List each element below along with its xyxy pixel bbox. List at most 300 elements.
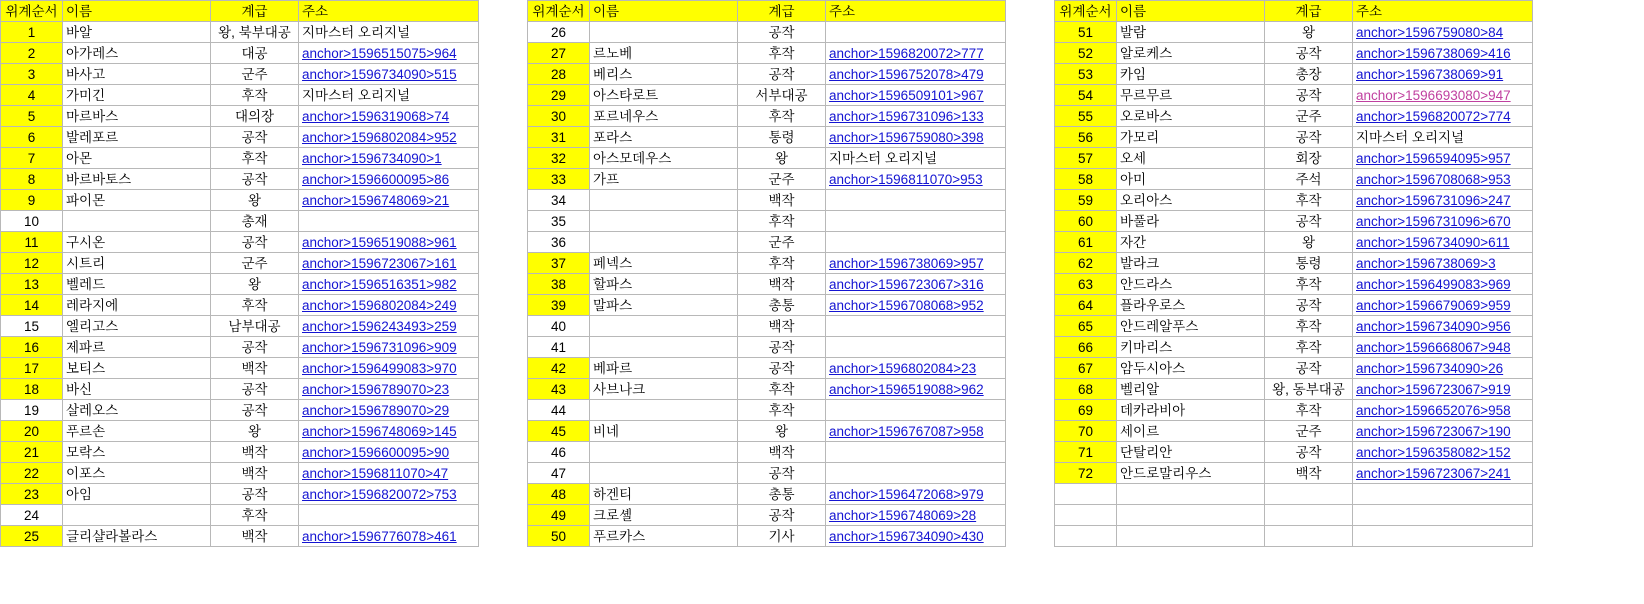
- address-link[interactable]: anchor>1596319068>74: [302, 108, 450, 124]
- cell-name[interactable]: [1117, 505, 1265, 526]
- cell-name[interactable]: 발라크: [1117, 253, 1265, 274]
- address-link[interactable]: anchor>1596652076>958: [1356, 402, 1511, 418]
- cell-address[interactable]: [1353, 337, 1533, 358]
- cell-rank[interactable]: 51: [1055, 22, 1117, 43]
- cell-class[interactable]: 공작: [211, 127, 299, 148]
- cell-class[interactable]: 왕, 북부대공: [211, 22, 299, 43]
- cell-address[interactable]: [1353, 148, 1533, 169]
- address-link[interactable]: anchor>1596243493>259: [302, 318, 457, 334]
- cell-rank[interactable]: 7: [1, 148, 63, 169]
- cell-address[interactable]: [1353, 253, 1533, 274]
- cell-name[interactable]: 바신: [63, 379, 211, 400]
- cell-name[interactable]: 키마리스: [1117, 337, 1265, 358]
- cell-name[interactable]: 아몬: [63, 148, 211, 169]
- cell-class[interactable]: 공작: [1265, 43, 1353, 64]
- cell-class[interactable]: 백작: [738, 442, 826, 463]
- cell-class[interactable]: 대공: [211, 43, 299, 64]
- cell-class[interactable]: 백작: [211, 526, 299, 547]
- cell-rank[interactable]: 4: [1, 85, 63, 106]
- cell-class[interactable]: 총장: [1265, 64, 1353, 85]
- cell-address[interactable]: [1353, 358, 1533, 379]
- cell-name[interactable]: 오로바스: [1117, 106, 1265, 127]
- cell-rank[interactable]: 25: [1, 526, 63, 547]
- cell-name[interactable]: 엘리고스: [63, 316, 211, 337]
- cell-name[interactable]: [590, 232, 738, 253]
- cell-rank[interactable]: 67: [1055, 358, 1117, 379]
- address-link[interactable]: anchor>1596820072>753: [302, 486, 457, 502]
- cell-rank[interactable]: 34: [528, 190, 590, 211]
- address-link[interactable]: anchor>1596789070>29: [302, 402, 450, 418]
- address-link[interactable]: anchor>1596802084>952: [302, 129, 457, 145]
- cell-rank[interactable]: 1: [1, 22, 63, 43]
- cell-class[interactable]: 왕, 동부대공: [1265, 379, 1353, 400]
- cell-name[interactable]: 포라스: [590, 127, 738, 148]
- cell-address[interactable]: [299, 358, 479, 379]
- address-link[interactable]: anchor>1596748069>21: [302, 192, 450, 208]
- cell-address[interactable]: [826, 211, 1006, 232]
- cell-class[interactable]: 후작: [738, 253, 826, 274]
- cell-rank[interactable]: 2: [1, 43, 63, 64]
- cell-name[interactable]: 발레포르: [63, 127, 211, 148]
- address-link[interactable]: anchor>1596708068>953: [1356, 171, 1511, 187]
- cell-address[interactable]: [826, 505, 1006, 526]
- cell-address[interactable]: [826, 253, 1006, 274]
- cell-name[interactable]: 시트리: [63, 253, 211, 274]
- cell-name[interactable]: 가미긴: [63, 85, 211, 106]
- address-link[interactable]: anchor>1596723067>241: [1356, 465, 1511, 481]
- cell-class[interactable]: 백작: [211, 358, 299, 379]
- cell-address[interactable]: [826, 127, 1006, 148]
- cell-class[interactable]: 후작: [211, 295, 299, 316]
- address-link[interactable]: anchor>1596499083>970: [302, 360, 457, 376]
- cell-class[interactable]: 후작: [1265, 274, 1353, 295]
- cell-class[interactable]: 회장: [1265, 148, 1353, 169]
- address-link[interactable]: anchor>1596668067>948: [1356, 339, 1511, 355]
- cell-name[interactable]: 세이르: [1117, 421, 1265, 442]
- cell-address[interactable]: [1353, 484, 1533, 505]
- cell-name[interactable]: 자간: [1117, 232, 1265, 253]
- cell-address[interactable]: [826, 85, 1006, 106]
- cell-name[interactable]: [590, 211, 738, 232]
- cell-name[interactable]: 아임: [63, 484, 211, 505]
- cell-class[interactable]: 왕: [738, 421, 826, 442]
- address-link[interactable]: anchor>1596776078>461: [302, 528, 457, 544]
- address-link[interactable]: anchor>1596734090>26: [1356, 360, 1504, 376]
- cell-class[interactable]: 대의장: [211, 106, 299, 127]
- cell-name[interactable]: 단탈리안: [1117, 442, 1265, 463]
- cell-address[interactable]: [299, 463, 479, 484]
- address-link[interactable]: anchor>1596708068>952: [829, 297, 984, 313]
- cell-class[interactable]: 백작: [738, 274, 826, 295]
- cell-class[interactable]: 공작: [738, 358, 826, 379]
- cell-address[interactable]: [1353, 316, 1533, 337]
- cell-address[interactable]: [1353, 442, 1533, 463]
- cell-address[interactable]: [826, 190, 1006, 211]
- cell-address[interactable]: [826, 295, 1006, 316]
- cell-class[interactable]: 후작: [1265, 316, 1353, 337]
- cell-class[interactable]: 공작: [738, 22, 826, 43]
- column-header-name[interactable]: 이름: [590, 1, 738, 22]
- cell-rank[interactable]: 70: [1055, 421, 1117, 442]
- cell-class[interactable]: 군주: [211, 64, 299, 85]
- cell-name[interactable]: [590, 190, 738, 211]
- address-link[interactable]: anchor>1596811070>953: [829, 171, 983, 187]
- cell-class[interactable]: [1265, 526, 1353, 547]
- cell-name[interactable]: 르노베: [590, 43, 738, 64]
- cell-class[interactable]: 왕: [211, 190, 299, 211]
- cell-class[interactable]: 통령: [738, 127, 826, 148]
- cell-name[interactable]: [1117, 526, 1265, 547]
- cell-address[interactable]: [1353, 106, 1533, 127]
- cell-name[interactable]: 베리스: [590, 64, 738, 85]
- cell-address[interactable]: [1353, 379, 1533, 400]
- cell-name[interactable]: 안드로말리우스: [1117, 463, 1265, 484]
- address-link[interactable]: anchor>1596734090>515: [302, 66, 457, 82]
- cell-rank[interactable]: [1055, 484, 1117, 505]
- cell-rank[interactable]: 18: [1, 379, 63, 400]
- cell-address[interactable]: 지마스터 오리지널: [1353, 127, 1533, 148]
- cell-address[interactable]: [1353, 190, 1533, 211]
- cell-address[interactable]: [826, 64, 1006, 85]
- cell-rank[interactable]: 23: [1, 484, 63, 505]
- cell-class[interactable]: 주석: [1265, 169, 1353, 190]
- address-link[interactable]: anchor>1596738069>957: [829, 255, 984, 271]
- cell-class[interactable]: 후작: [738, 106, 826, 127]
- cell-name[interactable]: [590, 400, 738, 421]
- cell-class[interactable]: 후작: [738, 211, 826, 232]
- address-link[interactable]: anchor>1596820072>774: [1356, 108, 1511, 124]
- cell-address[interactable]: [299, 505, 479, 526]
- cell-rank[interactable]: 54: [1055, 85, 1117, 106]
- cell-rank[interactable]: 17: [1, 358, 63, 379]
- cell-rank[interactable]: 13: [1, 274, 63, 295]
- cell-address[interactable]: [826, 484, 1006, 505]
- cell-address[interactable]: [299, 316, 479, 337]
- cell-class[interactable]: 군주: [1265, 421, 1353, 442]
- cell-class[interactable]: 총통: [738, 295, 826, 316]
- address-link[interactable]: anchor>1596811070>47: [302, 465, 449, 481]
- cell-address[interactable]: [1353, 421, 1533, 442]
- cell-name[interactable]: [590, 22, 738, 43]
- cell-address[interactable]: [826, 274, 1006, 295]
- address-link[interactable]: anchor>1596594095>957: [1356, 150, 1511, 166]
- cell-address[interactable]: 지마스터 오리지널: [299, 85, 479, 106]
- cell-rank[interactable]: 39: [528, 295, 590, 316]
- cell-rank[interactable]: 44: [528, 400, 590, 421]
- cell-address[interactable]: [1353, 526, 1533, 547]
- cell-rank[interactable]: 22: [1, 463, 63, 484]
- cell-name[interactable]: 벨리알: [1117, 379, 1265, 400]
- cell-name[interactable]: 바르바토스: [63, 169, 211, 190]
- cell-class[interactable]: 공작: [1265, 295, 1353, 316]
- cell-address[interactable]: [826, 400, 1006, 421]
- cell-rank[interactable]: 71: [1055, 442, 1117, 463]
- cell-address[interactable]: [299, 148, 479, 169]
- cell-address[interactable]: [826, 22, 1006, 43]
- cell-rank[interactable]: 37: [528, 253, 590, 274]
- cell-name[interactable]: 알로케스: [1117, 43, 1265, 64]
- cell-class[interactable]: 백작: [738, 316, 826, 337]
- cell-class[interactable]: 군주: [738, 232, 826, 253]
- cell-class[interactable]: 공작: [738, 64, 826, 85]
- cell-address[interactable]: [299, 64, 479, 85]
- cell-name[interactable]: 발람: [1117, 22, 1265, 43]
- cell-rank[interactable]: 45: [528, 421, 590, 442]
- column-header-rank[interactable]: 위계순서: [1, 1, 63, 22]
- cell-address[interactable]: [1353, 43, 1533, 64]
- cell-class[interactable]: 공작: [211, 337, 299, 358]
- cell-address[interactable]: [299, 253, 479, 274]
- cell-rank[interactable]: 30: [528, 106, 590, 127]
- cell-address[interactable]: [299, 526, 479, 547]
- cell-class[interactable]: 공작: [1265, 127, 1353, 148]
- cell-address[interactable]: [826, 421, 1006, 442]
- cell-rank[interactable]: 38: [528, 274, 590, 295]
- cell-address[interactable]: [1353, 64, 1533, 85]
- cell-name[interactable]: 벨레드: [63, 274, 211, 295]
- cell-name[interactable]: 오리아스: [1117, 190, 1265, 211]
- cell-name[interactable]: 이포스: [63, 463, 211, 484]
- cell-address[interactable]: [299, 442, 479, 463]
- address-link[interactable]: anchor>1596516351>982: [302, 276, 457, 292]
- column-header-name[interactable]: 이름: [1117, 1, 1265, 22]
- cell-name[interactable]: 말파스: [590, 295, 738, 316]
- cell-rank[interactable]: 27: [528, 43, 590, 64]
- address-link[interactable]: anchor>1596509101>967: [829, 87, 984, 103]
- cell-class[interactable]: 공작: [1265, 85, 1353, 106]
- cell-rank[interactable]: [1055, 526, 1117, 547]
- cell-class[interactable]: 공작: [738, 337, 826, 358]
- cell-name[interactable]: 하겐티: [590, 484, 738, 505]
- cell-class[interactable]: 공작: [738, 505, 826, 526]
- cell-name[interactable]: 베파르: [590, 358, 738, 379]
- address-link[interactable]: anchor>1596679069>959: [1356, 297, 1511, 313]
- cell-rank[interactable]: 57: [1055, 148, 1117, 169]
- cell-name[interactable]: [1117, 484, 1265, 505]
- cell-rank[interactable]: 35: [528, 211, 590, 232]
- address-link[interactable]: anchor>1596802084>23: [829, 360, 977, 376]
- cell-rank[interactable]: 46: [528, 442, 590, 463]
- cell-name[interactable]: 플라우로스: [1117, 295, 1265, 316]
- cell-address[interactable]: [299, 484, 479, 505]
- cell-address[interactable]: [299, 43, 479, 64]
- cell-name[interactable]: 아스모데우스: [590, 148, 738, 169]
- column-header-address[interactable]: 주소: [299, 1, 479, 22]
- cell-rank[interactable]: 41: [528, 337, 590, 358]
- cell-class[interactable]: 군주: [1265, 106, 1353, 127]
- cell-class[interactable]: 후작: [1265, 337, 1353, 358]
- address-link[interactable]: anchor>1596738069>3: [1356, 255, 1496, 271]
- cell-address[interactable]: [1353, 22, 1533, 43]
- cell-rank[interactable]: 50: [528, 526, 590, 547]
- cell-address[interactable]: [299, 295, 479, 316]
- cell-class[interactable]: 남부대공: [211, 316, 299, 337]
- cell-class[interactable]: 공작: [1265, 358, 1353, 379]
- cell-rank[interactable]: 33: [528, 169, 590, 190]
- cell-address[interactable]: [826, 316, 1006, 337]
- cell-class[interactable]: 공작: [211, 484, 299, 505]
- cell-rank[interactable]: 66: [1055, 337, 1117, 358]
- cell-rank[interactable]: 43: [528, 379, 590, 400]
- cell-rank[interactable]: 19: [1, 400, 63, 421]
- cell-rank[interactable]: 56: [1055, 127, 1117, 148]
- cell-class[interactable]: 공작: [738, 463, 826, 484]
- cell-rank[interactable]: 9: [1, 190, 63, 211]
- cell-class[interactable]: 공작: [1265, 442, 1353, 463]
- address-link[interactable]: anchor>1596734090>611: [1356, 234, 1510, 250]
- address-link[interactable]: anchor>1596723067>919: [1356, 381, 1511, 397]
- cell-class[interactable]: 후작: [738, 379, 826, 400]
- column-header-class[interactable]: 계급: [211, 1, 299, 22]
- cell-class[interactable]: 총재: [211, 211, 299, 232]
- cell-name[interactable]: 오세: [1117, 148, 1265, 169]
- cell-class[interactable]: 후작: [1265, 190, 1353, 211]
- cell-class[interactable]: 백작: [738, 190, 826, 211]
- cell-address[interactable]: [826, 43, 1006, 64]
- cell-class[interactable]: 왕: [738, 148, 826, 169]
- cell-address[interactable]: [1353, 232, 1533, 253]
- cell-address[interactable]: [1353, 295, 1533, 316]
- cell-name[interactable]: 보티스: [63, 358, 211, 379]
- address-link[interactable]: anchor>1596499083>969: [1356, 276, 1511, 292]
- cell-class[interactable]: 왕: [211, 274, 299, 295]
- cell-rank[interactable]: 59: [1055, 190, 1117, 211]
- cell-rank[interactable]: 64: [1055, 295, 1117, 316]
- cell-rank[interactable]: 12: [1, 253, 63, 274]
- cell-class[interactable]: 왕: [1265, 22, 1353, 43]
- cell-name[interactable]: 마르바스: [63, 106, 211, 127]
- cell-name[interactable]: 모락스: [63, 442, 211, 463]
- cell-address[interactable]: [299, 379, 479, 400]
- cell-class[interactable]: 공작: [211, 379, 299, 400]
- address-link[interactable]: anchor>1596759080>398: [829, 129, 984, 145]
- cell-name[interactable]: 바사고: [63, 64, 211, 85]
- cell-rank[interactable]: 60: [1055, 211, 1117, 232]
- cell-rank[interactable]: 10: [1, 211, 63, 232]
- cell-name[interactable]: [590, 316, 738, 337]
- cell-address[interactable]: [826, 463, 1006, 484]
- cell-address[interactable]: [1353, 274, 1533, 295]
- cell-name[interactable]: 아스타로트: [590, 85, 738, 106]
- cell-rank[interactable]: 49: [528, 505, 590, 526]
- cell-name[interactable]: 바풀라: [1117, 211, 1265, 232]
- cell-rank[interactable]: 6: [1, 127, 63, 148]
- address-link[interactable]: anchor>1596752078>479: [829, 66, 984, 82]
- address-link[interactable]: anchor>1596731096>247: [1356, 192, 1511, 208]
- cell-rank[interactable]: 15: [1, 316, 63, 337]
- cell-rank[interactable]: 58: [1055, 169, 1117, 190]
- address-link[interactable]: anchor>1596738069>91: [1356, 66, 1504, 82]
- cell-address[interactable]: [299, 169, 479, 190]
- cell-rank[interactable]: 62: [1055, 253, 1117, 274]
- address-link[interactable]: anchor>1596515075>964: [302, 45, 457, 61]
- address-link[interactable]: anchor>1596723067>190: [1356, 423, 1511, 439]
- address-link[interactable]: anchor>1596723067>161: [302, 255, 457, 271]
- cell-class[interactable]: 서부대공: [738, 85, 826, 106]
- cell-name[interactable]: 데카라비아: [1117, 400, 1265, 421]
- cell-rank[interactable]: 3: [1, 64, 63, 85]
- cell-name[interactable]: 구시온: [63, 232, 211, 253]
- address-link[interactable]: anchor>1596759080>84: [1356, 24, 1504, 40]
- address-link[interactable]: anchor>1596738069>416: [1356, 45, 1511, 61]
- cell-name[interactable]: 글리샬라볼라스: [63, 526, 211, 547]
- cell-class[interactable]: 백작: [1265, 463, 1353, 484]
- address-link[interactable]: anchor>1596731096>670: [1356, 213, 1511, 229]
- address-link[interactable]: anchor>1596748069>145: [302, 423, 457, 439]
- cell-class[interactable]: [1265, 484, 1353, 505]
- cell-name[interactable]: 안드라스: [1117, 274, 1265, 295]
- cell-name[interactable]: 할파스: [590, 274, 738, 295]
- cell-name[interactable]: 파이몬: [63, 190, 211, 211]
- cell-name[interactable]: 크로셸: [590, 505, 738, 526]
- cell-class[interactable]: 공작: [1265, 211, 1353, 232]
- cell-rank[interactable]: 14: [1, 295, 63, 316]
- column-header-address[interactable]: 주소: [1353, 1, 1533, 22]
- address-link[interactable]: anchor>1596519088>962: [829, 381, 984, 397]
- cell-name[interactable]: 페넥스: [590, 253, 738, 274]
- cell-class[interactable]: 후작: [211, 148, 299, 169]
- cell-address[interactable]: [1353, 505, 1533, 526]
- cell-address[interactable]: [1353, 400, 1533, 421]
- cell-address[interactable]: [826, 379, 1006, 400]
- address-link[interactable]: anchor>1596472068>979: [829, 486, 984, 502]
- address-link[interactable]: anchor>1596820072>777: [829, 45, 984, 61]
- cell-name[interactable]: 안드레알푸스: [1117, 316, 1265, 337]
- cell-name[interactable]: 아미: [1117, 169, 1265, 190]
- cell-address[interactable]: [826, 232, 1006, 253]
- cell-class[interactable]: 공작: [211, 169, 299, 190]
- cell-rank[interactable]: 24: [1, 505, 63, 526]
- cell-class[interactable]: 공작: [211, 232, 299, 253]
- cell-rank[interactable]: 53: [1055, 64, 1117, 85]
- cell-rank[interactable]: 68: [1055, 379, 1117, 400]
- cell-class[interactable]: 후작: [738, 43, 826, 64]
- cell-rank[interactable]: 69: [1055, 400, 1117, 421]
- cell-class[interactable]: 후작: [211, 85, 299, 106]
- address-link[interactable]: anchor>1596802084>249: [302, 297, 457, 313]
- cell-rank[interactable]: 48: [528, 484, 590, 505]
- cell-class[interactable]: 왕: [211, 421, 299, 442]
- cell-rank[interactable]: 29: [528, 85, 590, 106]
- cell-address[interactable]: [826, 442, 1006, 463]
- cell-name[interactable]: 사브나크: [590, 379, 738, 400]
- cell-address[interactable]: [826, 526, 1006, 547]
- cell-name[interactable]: 암두시아스: [1117, 358, 1265, 379]
- cell-rank[interactable]: 20: [1, 421, 63, 442]
- cell-address[interactable]: 지마스터 오리지널: [299, 22, 479, 43]
- cell-name[interactable]: 푸르손: [63, 421, 211, 442]
- cell-class[interactable]: 왕: [1265, 232, 1353, 253]
- cell-address[interactable]: [826, 169, 1006, 190]
- cell-rank[interactable]: 32: [528, 148, 590, 169]
- cell-address[interactable]: [299, 337, 479, 358]
- cell-name[interactable]: 가모리: [1117, 127, 1265, 148]
- cell-class[interactable]: [1265, 505, 1353, 526]
- cell-class[interactable]: 백작: [211, 442, 299, 463]
- cell-address[interactable]: [299, 232, 479, 253]
- cell-rank[interactable]: 5: [1, 106, 63, 127]
- cell-address[interactable]: [299, 127, 479, 148]
- cell-class[interactable]: 공작: [211, 400, 299, 421]
- address-link[interactable]: anchor>1596723067>316: [829, 276, 984, 292]
- cell-address[interactable]: [826, 358, 1006, 379]
- cell-name[interactable]: [590, 337, 738, 358]
- cell-name[interactable]: [63, 505, 211, 526]
- cell-rank[interactable]: 61: [1055, 232, 1117, 253]
- cell-class[interactable]: 군주: [738, 169, 826, 190]
- cell-name[interactable]: 푸르카스: [590, 526, 738, 547]
- cell-name[interactable]: [63, 211, 211, 232]
